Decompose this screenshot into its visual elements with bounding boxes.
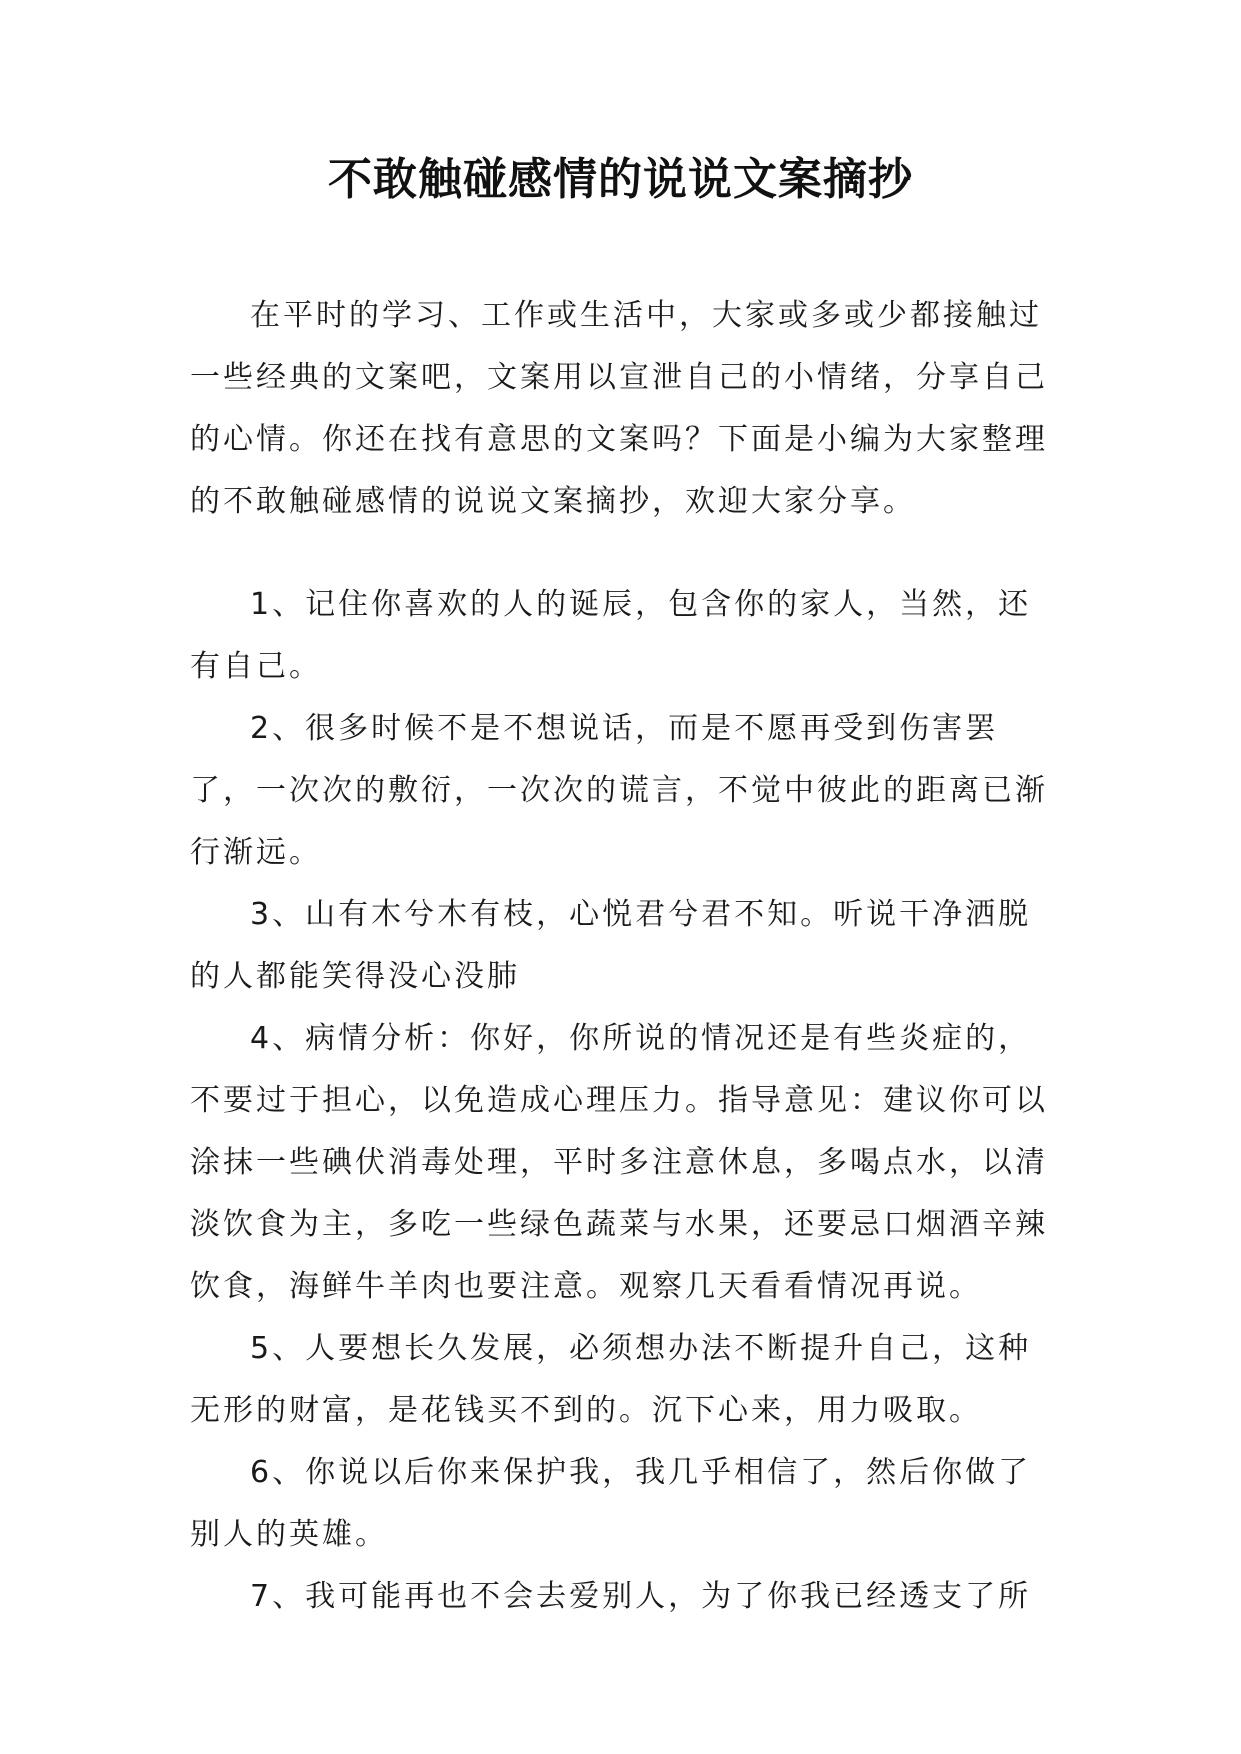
intro-section bbox=[190, 285, 1050, 533]
quote-list bbox=[190, 574, 1050, 1628]
list-item-4: 4、病情分析：你好，你所说的情况还是有些炎症的，不要过于担心，以免造成心理压力。指导意见：建议你可以涂抹一些碘伏消毒处理，平时多注意休息，多喝点水，以清淡饮食为主，多吃一些绿色蔬菜与水果，还要忌口烟酒辛辣饮食，海鲜牛羊肉也要注意。观察几天看看情况再说。 bbox=[190, 1021, 1048, 1304]
list-item-7: 7、我可能再也不会去爱别人，为了你我已经透支了所 bbox=[250, 1579, 1032, 1614]
intro-paragraph: 在平时的学习、工作或生活中，大家或多或少都接触过一些经典的文案吧，文案用以宣泄自己的小情绪，分享自己的心情。你还在找有意思的文案吗？下面是小编为大家整理的不敢触碰感情的说说文案摘抄，欢迎大家分享。 bbox=[190, 298, 1048, 519]
list-item-1: 1、记住你喜欢的人的诞辰，包含你的家人，当然，还有自己。 bbox=[190, 587, 1032, 684]
list-item-6: 6、你说以后你来保护我，我几乎相信了，然后你做了别人的英雄。 bbox=[190, 1455, 1032, 1552]
list-item-5: 5、人要想长久发展，必须想办法不断提升自己，这种无形的财富，是花钱买不到的。沉下心来，用力吸取。 bbox=[190, 1331, 1032, 1428]
list-item-2: 2、很多时候不是不想说话，而是不愿再受到伤害罢了，一次次的敷衍，一次次的谎言，不觉中彼此的距离已渐行渐远。 bbox=[190, 711, 1048, 870]
list-item-3: 3、山有木兮木有枝，心悦君兮君不知。听说干净洒脱的人都能笑得没心没肺 bbox=[190, 897, 1032, 994]
document-title: 不敢触碰感情的说说文案摘抄 bbox=[328, 154, 913, 205]
